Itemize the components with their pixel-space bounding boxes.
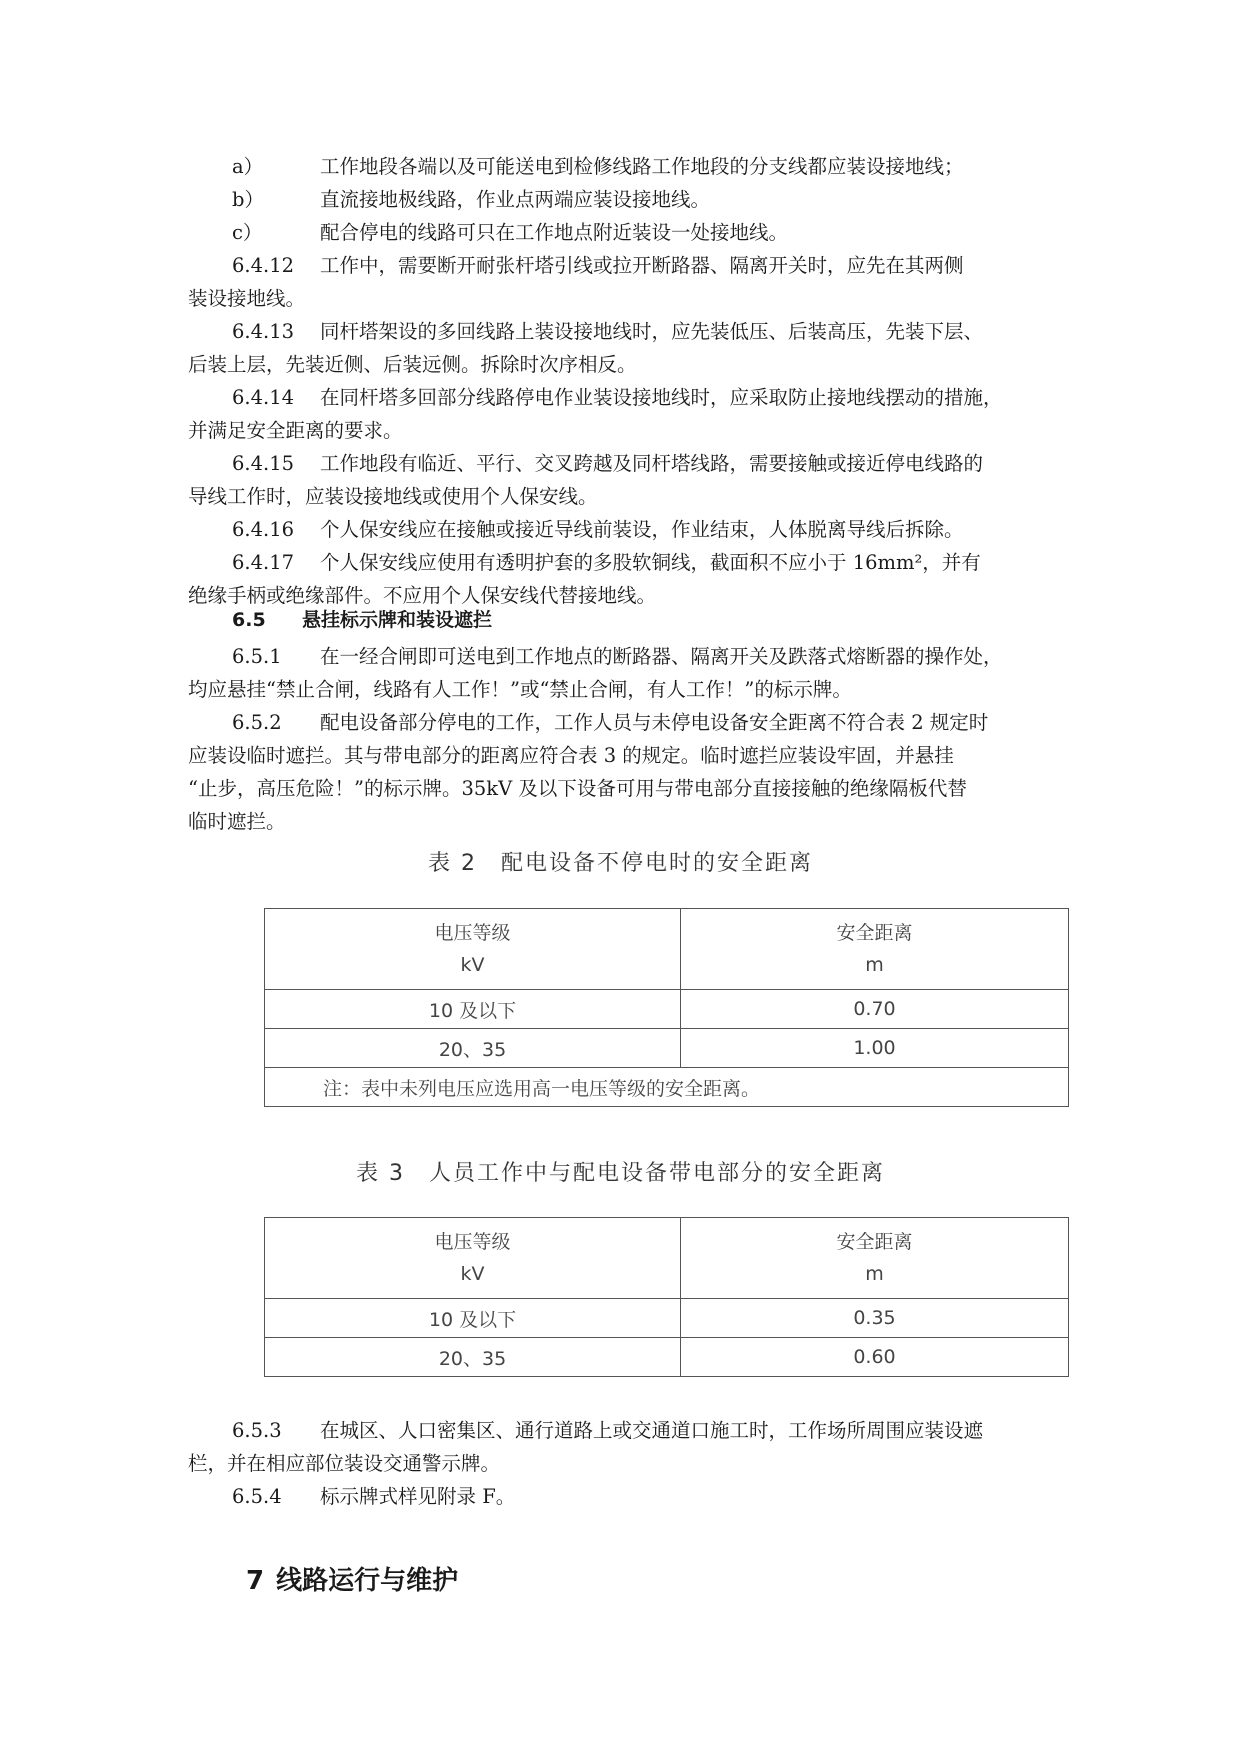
table-3-title: 表 3 人员工作中与配电设备带电部分的安全距离	[356, 1161, 885, 1186]
clause-6-4-14: 6.4.14 在同杆塔多回部分线路停电作业装设接地线时，应采取防止接地线摆动的措施， 并满足安全距离的要求。	[188, 386, 1003, 442]
table-3	[264, 1217, 1069, 1377]
clause-6-5-4: 6.5.4 标示牌式样见附录 F。	[232, 1485, 516, 1508]
clause-6-5-2: 6.5.2 配电设备部分停电的工作，工作人员与未停电设备安全距离不符合表 2 规定时 应装设临时遮拦。其与带电部分的距离应符合表 3 的规定。临时遮拦应装设牢固，并悬挂 “止步，高压危险！”的标示牌。35kV 及以下设备可用与带电部分直接接触的绝缘隔板代替 临时遮拦。	[188, 711, 989, 833]
clause-6-5-3: 6.5.3 在城区、人口密集区、通行道路上或交通道口施工时，工作场所周围应装设遮 栏，并在相应部位装设交通警示牌。	[188, 1419, 984, 1475]
clause-6-5-1: 6.5.1 在一经合闸即可送电到工作地点的断路器、隔离开关及跌落式熔断器的操作处， 均应悬挂“禁止合闸，线路有人工作！”或“禁止合闸，有人工作！”的标示牌。	[188, 645, 1003, 701]
clause-6-4-12: 6.4.12 工作中，需要断开耐张杆塔引线或拉开断路器、隔离开关时，应先在其两侧 装设接地线。	[188, 254, 964, 310]
table-2-note: 注：表中未列电压应选用高一电压等级的安全距离。	[265, 1068, 1069, 1107]
table-header-distance: 安全距离 m	[681, 1218, 1069, 1299]
table-header-voltage: 电压等级 kV	[265, 909, 681, 990]
section-heading-6-5: 6.5 悬挂标示牌和装设遮拦	[232, 609, 493, 631]
clause-6-4-13: 6.4.13 同杆塔架设的多回线路上装设接地线时，应先装低压、后装高压，先装下层、 后装上层，先装近侧、后装远侧。拆除时次序相反。	[188, 320, 984, 376]
table-2	[264, 908, 1069, 1107]
table-header-voltage: 电压等级 kV	[265, 1218, 681, 1299]
clause-6-4-16: 6.4.16 个人保安线应在接触或接近导线前装设，作业结束，人体脱离导线后拆除。	[232, 518, 964, 541]
clause-6-4-17: 6.4.17 个人保安线应使用有透明护套的多股软铜线，截面积不应小于 16mm²，并有 绝缘手柄或绝缘部件。不应用个人保安线代替接地线。	[188, 551, 981, 607]
list-item-b: b） 直流接地极线路，作业点两端应装设接地线。	[232, 188, 711, 211]
table-row: 20、35 0.60	[265, 1338, 1069, 1377]
chapter-heading: 7 线路运行与维护	[246, 1566, 459, 1596]
table-row: 20、35 1.00	[265, 1029, 1069, 1068]
table-row: 10 及以下 0.35	[265, 1299, 1069, 1338]
table-row: 10 及以下 0.70	[265, 990, 1069, 1029]
list-item-a: a） 工作地段各端以及可能送电到检修线路工作地段的分支线都应装设接地线；	[232, 155, 964, 178]
table-2-title: 表 2 配电设备不停电时的安全距离	[428, 851, 813, 876]
table-header-distance: 安全距离 m	[681, 909, 1069, 990]
list-item-c: c） 配合停电的线路可只在工作地点附近装设一处接地线。	[232, 221, 789, 244]
clause-6-4-15: 6.4.15 工作地段有临近、平行、交叉跨越及同杆塔线路，需要接触或接近停电线路的 导线工作时，应装设接地线或使用个人保安线。	[188, 452, 984, 508]
